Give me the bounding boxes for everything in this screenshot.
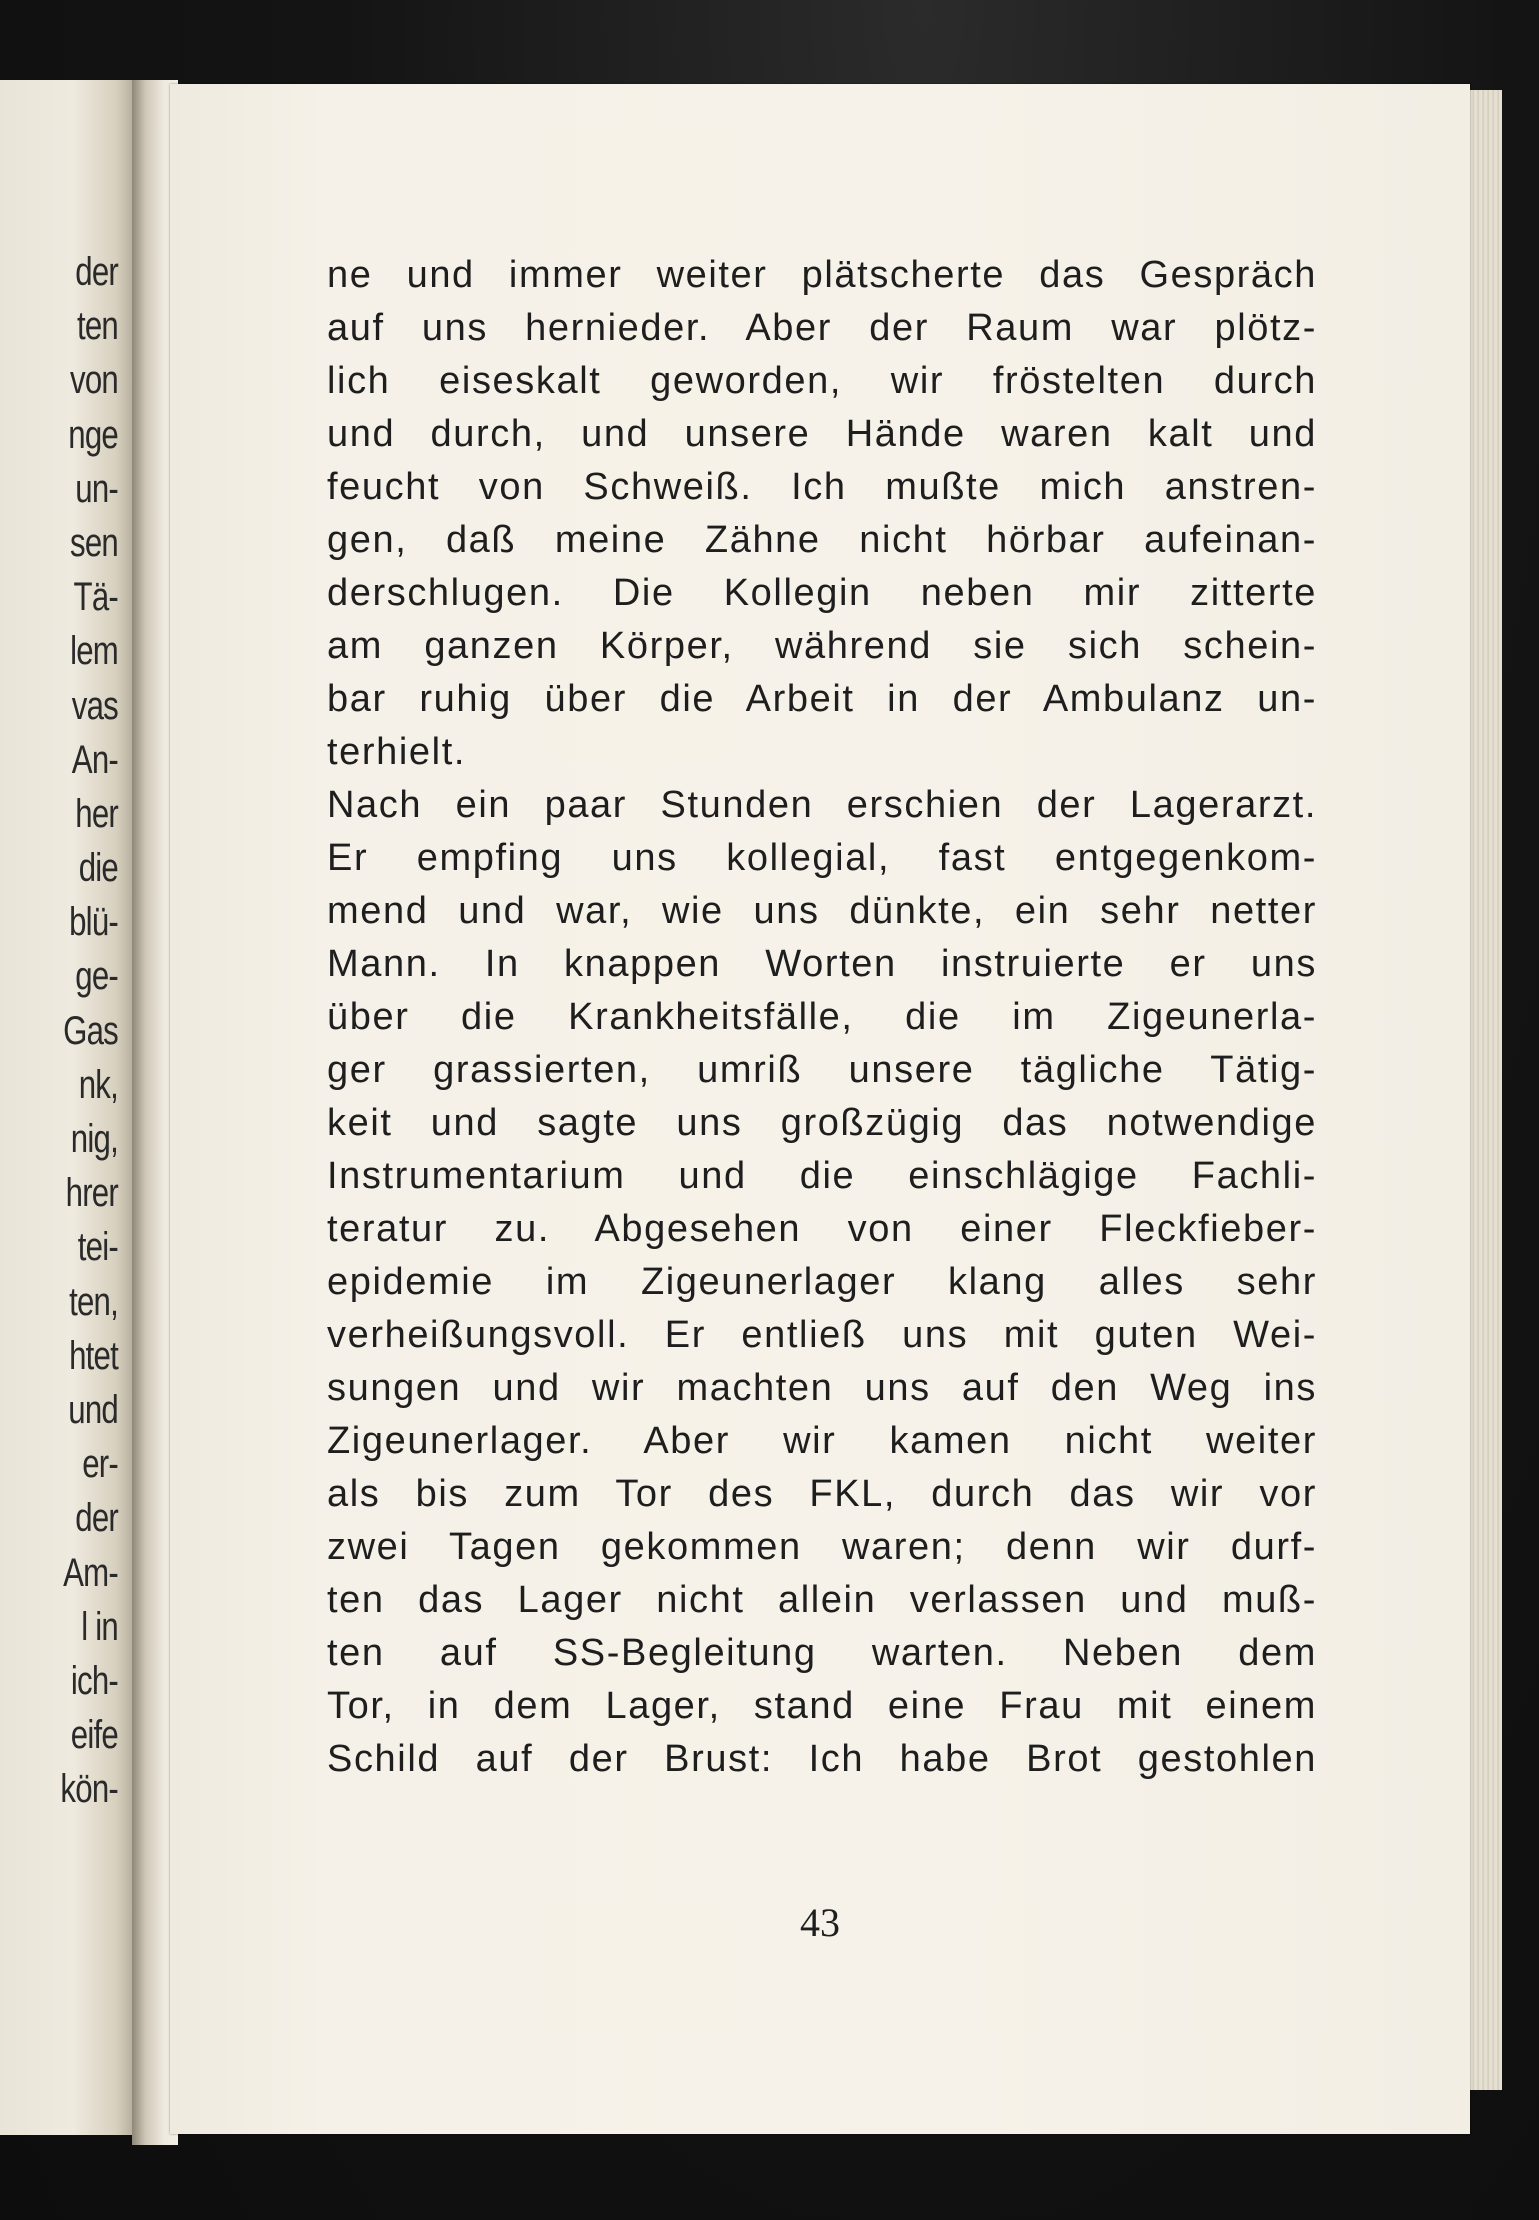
- facing-page-fragment: und: [68, 1387, 118, 1432]
- facing-page-fragment: sen: [70, 520, 118, 565]
- facing-page-fragment: er-: [82, 1442, 118, 1487]
- facing-page-fragment: nk,: [78, 1062, 118, 1107]
- text-line: lich eiseskalt geworden, wir fröstelten durch: [327, 360, 1317, 402]
- facing-page-fragment: ge-: [75, 954, 118, 999]
- text-line: verheißungsvoll. Er entließ uns mit guten Wei-: [327, 1314, 1317, 1356]
- text-line: als bis zum Tor des FKL, durch das wir vor: [327, 1473, 1317, 1515]
- text-line: auf uns hernieder. Aber der Raum war plötz-: [327, 307, 1317, 349]
- facing-page-fragment: un-: [75, 466, 118, 511]
- facing-page-fragment: her: [75, 791, 118, 836]
- text-line: mend und war, wie uns dünkte, ein sehr netter: [327, 890, 1317, 932]
- text-line: Schild auf der Brust: Ich habe Brot gestohlen: [327, 1738, 1317, 1780]
- text-line: über die Krankheitsfälle, die im Zigeunerla-: [327, 996, 1317, 1038]
- text-line: Er empfing uns kollegial, fast entgegenkom-: [327, 837, 1317, 879]
- text-line: Instrumentarium und die einschlägige Fachli-: [327, 1155, 1317, 1197]
- facing-page-fragment: blü-: [69, 900, 118, 945]
- text-line: Mann. In knappen Worten instruierte er uns: [327, 943, 1317, 985]
- text-line: epidemie im Zigeunerlager klang alles sehr: [327, 1261, 1317, 1303]
- facing-page-fragment: l in: [81, 1604, 118, 1649]
- text-line: ten das Lager nicht allein verlassen und muß-: [327, 1579, 1317, 1621]
- facing-page-fragment: ich-: [70, 1658, 118, 1703]
- text-line: sungen und wir machten uns auf den Weg ins: [327, 1367, 1317, 1409]
- facing-page-fragment: eife: [70, 1713, 118, 1758]
- facing-page-fragment: von: [70, 358, 118, 403]
- text-line: Nach ein paar Stunden erschien der Lagerarzt.: [327, 784, 1317, 826]
- text-line: zwei Tagen gekommen waren; denn wir durf-: [327, 1526, 1317, 1568]
- facing-page-fragment: lem: [70, 629, 118, 674]
- text-line: am ganzen Körper, während sie sich schein-: [327, 625, 1317, 667]
- text-line: terhielt.: [327, 731, 467, 773]
- facing-page-left: [0, 80, 132, 2135]
- facing-page-fragment: Tä-: [73, 575, 118, 620]
- body-text: [327, 249, 1317, 1786]
- facing-page-text-fragments: [0, 245, 118, 1816]
- facing-page-fragment: kön-: [60, 1767, 118, 1812]
- text-line: feucht von Schweiß. Ich mußte mich anstren-: [327, 466, 1317, 508]
- page-edges: [1470, 90, 1502, 2090]
- facing-page-fragment: die: [78, 846, 118, 891]
- text-line: ten auf SS-Begleitung warten. Neben dem: [327, 1632, 1317, 1674]
- text-line: derschlugen. Die Kollegin neben mir zitterte: [327, 572, 1317, 614]
- text-line: Zigeunerlager. Aber wir kamen nicht weiter: [327, 1420, 1317, 1462]
- facing-page-fragment: ten: [76, 304, 118, 349]
- facing-page-fragment: der: [75, 1496, 118, 1541]
- facing-page-fragment: htet: [69, 1333, 118, 1378]
- text-line: keit und sagte uns großzügig das notwendige: [327, 1102, 1317, 1144]
- text-line: teratur zu. Abgesehen von einer Fleckfieber-: [327, 1208, 1317, 1250]
- text-line: bar ruhig über die Arbeit in der Ambulanz un-: [327, 678, 1317, 720]
- facing-page-fragment: hrer: [65, 1171, 118, 1216]
- text-line: und durch, und unsere Hände waren kalt und: [327, 413, 1317, 455]
- facing-page-fragment: tei-: [77, 1225, 118, 1270]
- facing-page-fragment: nge: [68, 412, 118, 457]
- facing-page-fragment: der: [75, 250, 118, 294]
- book-page: [170, 84, 1470, 2134]
- facing-page-fragment: An-: [71, 737, 118, 782]
- facing-page-fragment: vas: [71, 683, 118, 728]
- text-line: ne und immer weiter plätscherte das Gespräch: [327, 254, 1317, 296]
- text-line: gen, daß meine Zähne nicht hörbar aufeinan-: [327, 519, 1317, 561]
- facing-page-fragment: nig,: [70, 1117, 118, 1161]
- facing-page-fragment: ten,: [69, 1279, 118, 1324]
- facing-page-fragment: Gas: [63, 1008, 118, 1053]
- page-number: 43: [800, 1900, 840, 1945]
- facing-page-fragment: Am-: [63, 1550, 118, 1595]
- text-line: Tor, in dem Lager, stand eine Frau mit einem: [327, 1685, 1317, 1727]
- text-line: ger grassierten, umriß unsere tägliche Tätig-: [327, 1049, 1317, 1091]
